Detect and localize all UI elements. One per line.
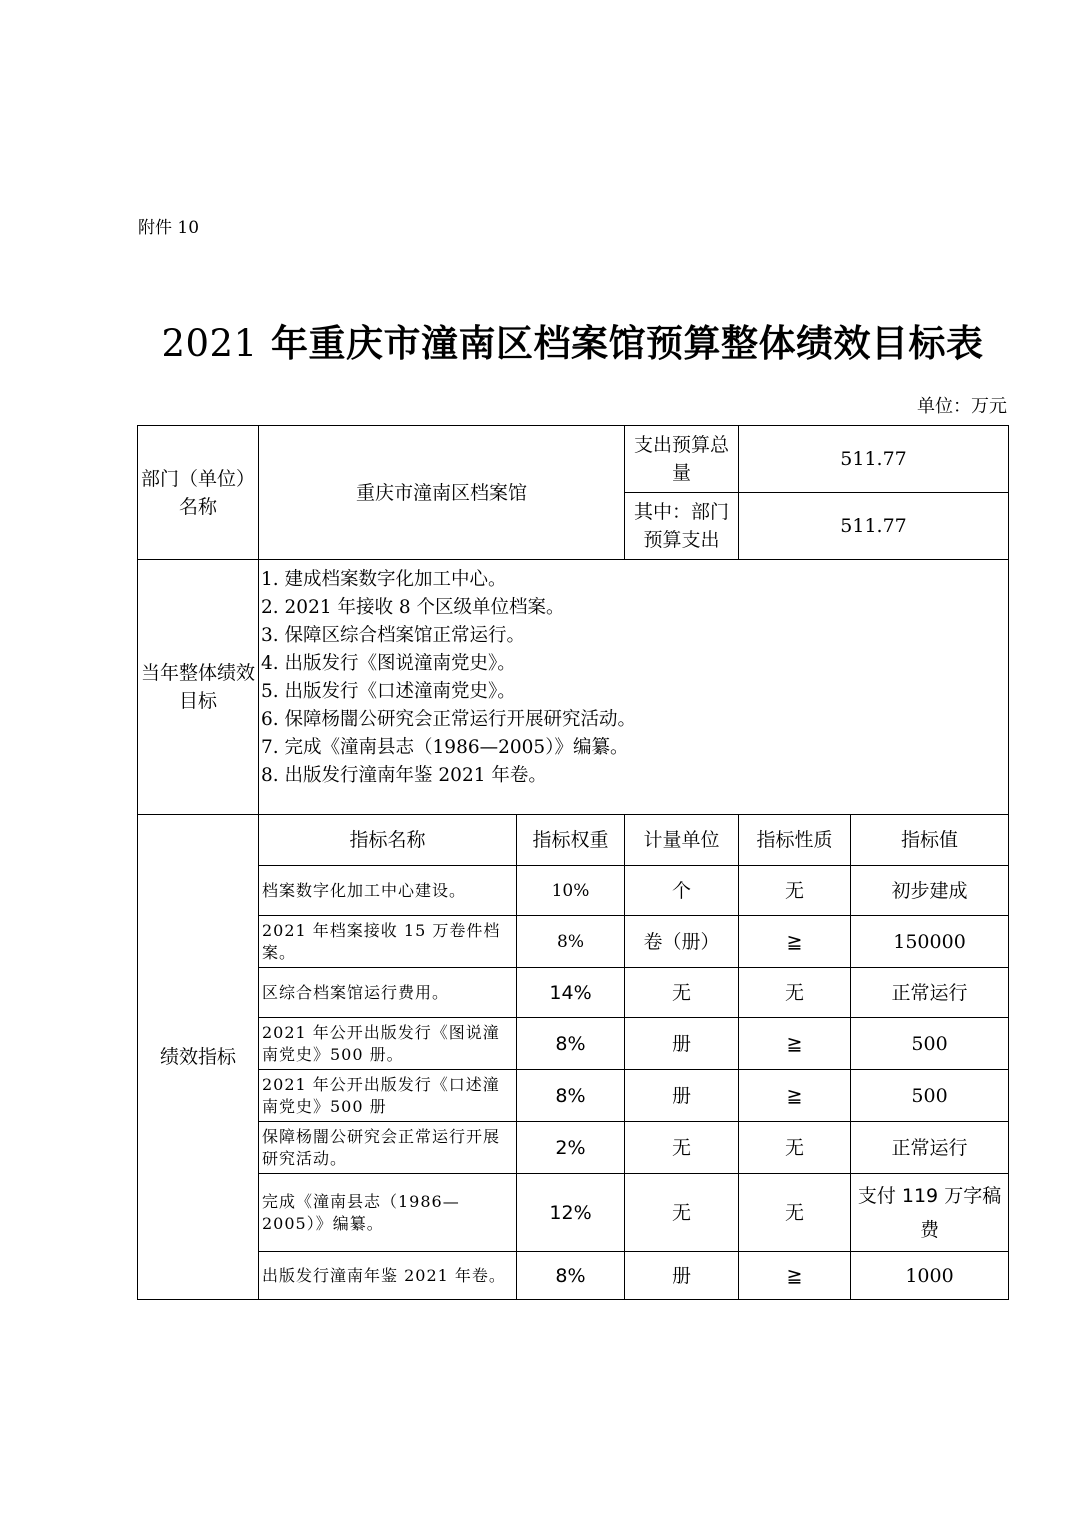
dept-name-label: 部门（单位）名称	[138, 426, 259, 560]
goal-item: 4. 出版发行《图说潼南党史》。	[261, 653, 516, 674]
title-text: 年重庆市潼南区档案馆预算整体绩效目标表	[257, 321, 984, 365]
indicator-nature: ≧	[739, 1070, 851, 1122]
indicator-weight: 2%	[517, 1122, 625, 1174]
goals-label: 当年整体绩效目标	[138, 560, 259, 815]
table-row	[138, 866, 1009, 916]
indicator-value: 支付 119 万字稿费	[851, 1174, 1009, 1252]
goal-item: 1. 建成档案数字化加工中心。	[261, 569, 507, 590]
table-row	[138, 968, 1009, 1018]
indicator-name: 完成《潼南县志（1986—2005）》编纂。	[259, 1174, 517, 1252]
indicator-name: 2021 年档案接收 15 万卷件档案。	[259, 916, 517, 968]
indicator-weight: 10%	[517, 866, 625, 916]
goal-item: 7. 完成《潼南县志（1986—2005）》编纂。	[261, 737, 629, 758]
indicator-unit: 无	[625, 1174, 739, 1252]
header-weight: 指标权重	[517, 815, 625, 866]
goal-item: 8. 出版发行潼南年鉴 2021 年卷。	[261, 765, 547, 786]
indicators-label: 绩效指标	[138, 815, 259, 1300]
indicator-value: 正常运行	[851, 1122, 1009, 1174]
indicator-unit: 卷（册）	[625, 916, 739, 968]
header-unit: 计量单位	[625, 815, 739, 866]
indicator-name: 区综合档案馆运行费用。	[259, 968, 517, 1018]
indicator-name: 档案数字化加工中心建设。	[259, 866, 517, 916]
indicator-value: 150000	[851, 916, 1009, 968]
indicator-unit: 册	[625, 1018, 739, 1070]
indicator-nature: 无	[739, 968, 851, 1018]
indicator-weight: 8%	[517, 1070, 625, 1122]
indicator-unit: 个	[625, 866, 739, 916]
indicator-name: 保障杨闇公研究会正常运行开展研究活动。	[259, 1122, 517, 1174]
indicator-value: 初步建成	[851, 866, 1009, 916]
indicator-unit: 无	[625, 1122, 739, 1174]
goal-item: 2. 2021 年接收 8 个区级单位档案。	[261, 597, 565, 618]
indicator-value: 1000	[851, 1252, 1009, 1300]
indicator-nature: ≧	[739, 1252, 851, 1300]
header-nature: 指标性质	[739, 815, 851, 866]
indicator-name: 出版发行潼南年鉴 2021 年卷。	[259, 1252, 517, 1300]
header-value: 指标值	[851, 815, 1009, 866]
header-indicator-name: 指标名称	[259, 815, 517, 866]
indicator-nature: 无	[739, 1174, 851, 1252]
indicator-value: 500	[851, 1018, 1009, 1070]
indicator-unit: 册	[625, 1252, 739, 1300]
indicator-weight: 8%	[517, 916, 625, 968]
indicator-nature: 无	[739, 866, 851, 916]
goals-list	[259, 560, 1009, 815]
indicator-unit: 册	[625, 1070, 739, 1122]
indicator-weight: 14%	[517, 968, 625, 1018]
indicator-weight: 8%	[517, 1252, 625, 1300]
indicator-value: 正常运行	[851, 968, 1009, 1018]
performance-table	[137, 425, 1009, 1300]
indicator-weight: 12%	[517, 1174, 625, 1252]
dept-budget-label: 其中：部门预算支出	[625, 493, 739, 560]
goal-item: 5. 出版发行《口述潼南党史》。	[261, 681, 516, 702]
attachment-label: 附件 10	[138, 218, 200, 238]
table-row	[138, 1122, 1009, 1174]
dept-budget-value: 511.77	[739, 493, 1009, 560]
table-row	[138, 1174, 1009, 1252]
budget-total-value: 511.77	[739, 426, 1009, 493]
goal-item: 6. 保障杨闇公研究会正常运行开展研究活动。	[261, 709, 637, 730]
indicator-name: 2021 年公开出版发行《图说潼南党史》500 册。	[259, 1018, 517, 1070]
title-year: 2021	[161, 322, 258, 365]
goal-item: 3. 保障区综合档案馆正常运行。	[261, 625, 526, 646]
indicator-nature: 无	[739, 1122, 851, 1174]
indicator-nature: ≧	[739, 1018, 851, 1070]
table-row	[138, 1018, 1009, 1070]
unit-label: 单位：万元	[917, 396, 1007, 417]
table-row	[138, 1070, 1009, 1122]
indicator-name: 2021 年公开出版发行《口述潼南党史》500 册	[259, 1070, 517, 1122]
indicator-weight: 8%	[517, 1018, 625, 1070]
indicator-nature: ≧	[739, 916, 851, 968]
indicator-unit: 无	[625, 968, 739, 1018]
indicator-value: 500	[851, 1070, 1009, 1122]
dept-name-value: 重庆市潼南区档案馆	[259, 426, 625, 560]
budget-total-label: 支出预算总量	[625, 426, 739, 493]
table-row	[138, 1252, 1009, 1300]
table-row	[138, 916, 1009, 968]
page-title	[0, 313, 1074, 367]
